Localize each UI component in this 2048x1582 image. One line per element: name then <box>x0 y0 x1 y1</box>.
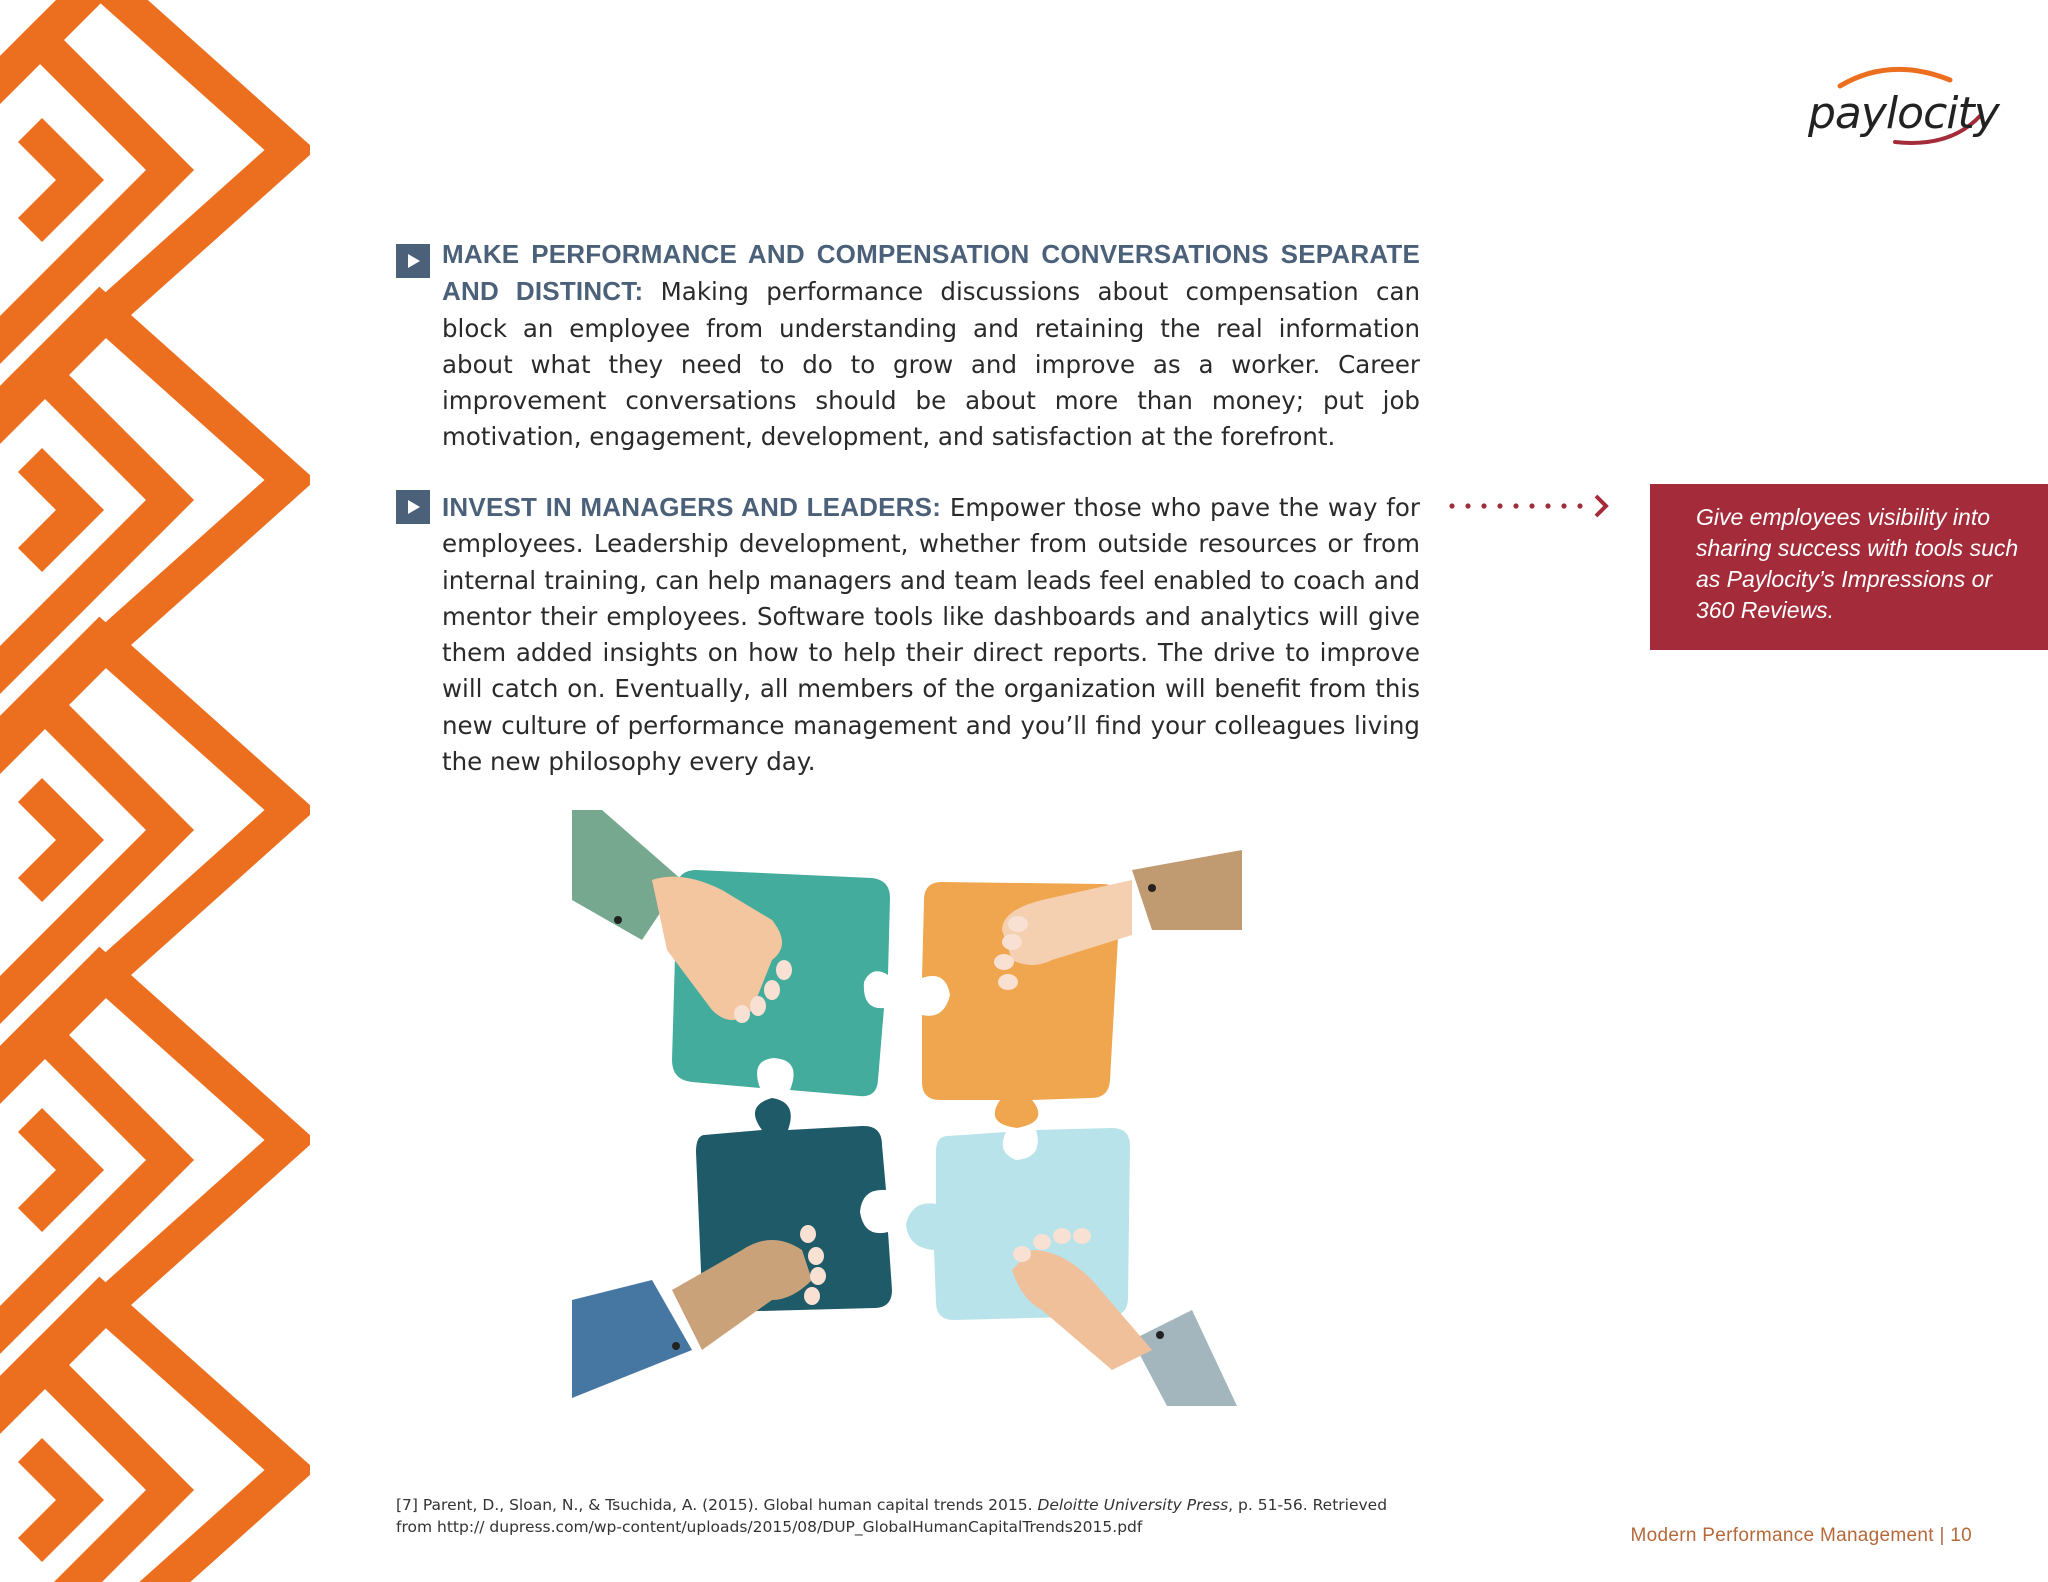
footnote-url: , p. 51-56. Retrieved from http:// dupress.com/wp-content/uploads/2015/08/DUP_GlobalHumanCapitalTrends2015.pdf <box>396 1496 1388 1536</box>
footer-separator: | <box>1933 1525 1951 1546</box>
section-body: Empower those who pave the way for employees. Leadership development, whether from outside resources or from internal training, can help managers and team leads feel enabled to coach and mentor their employees. Software tools like dashboards and analytics will give them added insights on how to help their direct reports. The drive to improve will catch on. Eventually, all members of the organization will benefit from this new culture of performance management and you’ll find your colleagues living the new philosophy every day. <box>442 493 1420 777</box>
logo-wordmark: paylocity <box>1808 88 1999 139</box>
arrow-bullet-icon <box>396 490 430 524</box>
section-performance-compensation <box>442 236 1420 456</box>
section-heading: MAKE PERFORMANCE AND COMPENSATION CONVERSATIONS SEPARATE AND DISTINCT: <box>442 239 1420 307</box>
section-invest-managers <box>442 489 1420 780</box>
arrow-bullet-icon <box>396 244 430 278</box>
puzzle-hands-illustration <box>572 810 1242 1406</box>
footnote-citation: [7] Parent, D., Sloan, N., & Tsuchida, A. (2015). Global human capital trends 2015. <box>396 1496 1038 1514</box>
section-body: Making performance discussions about compensation can block an employee from understanding and retaining the real information about what they need to do to grow and improve as a worker. Career improvement conversations should be about more than money; put job motivation, engagement, development, and satisfaction at the forefront. <box>442 277 1421 452</box>
callout-text: Give employees visibility into sharing success with tools such as Paylocity’s Impressions or 360 Reviews. <box>1696 504 2019 623</box>
footnote-source: Deloitte University Press <box>1037 1496 1229 1514</box>
section-heading: INVEST IN MANAGERS AND LEADERS: <box>442 492 942 522</box>
chevron-pattern <box>0 0 310 1582</box>
dotted-arrow-icon <box>1448 494 1618 518</box>
page-footer <box>1631 1525 1973 1547</box>
callout-box <box>1650 484 2048 650</box>
footer-title: Modern Performance Management <box>1630 1525 1934 1546</box>
footnote <box>396 1494 1422 1538</box>
paylocity-logo <box>1800 62 1999 152</box>
page-number: 10 <box>1950 1525 1972 1546</box>
